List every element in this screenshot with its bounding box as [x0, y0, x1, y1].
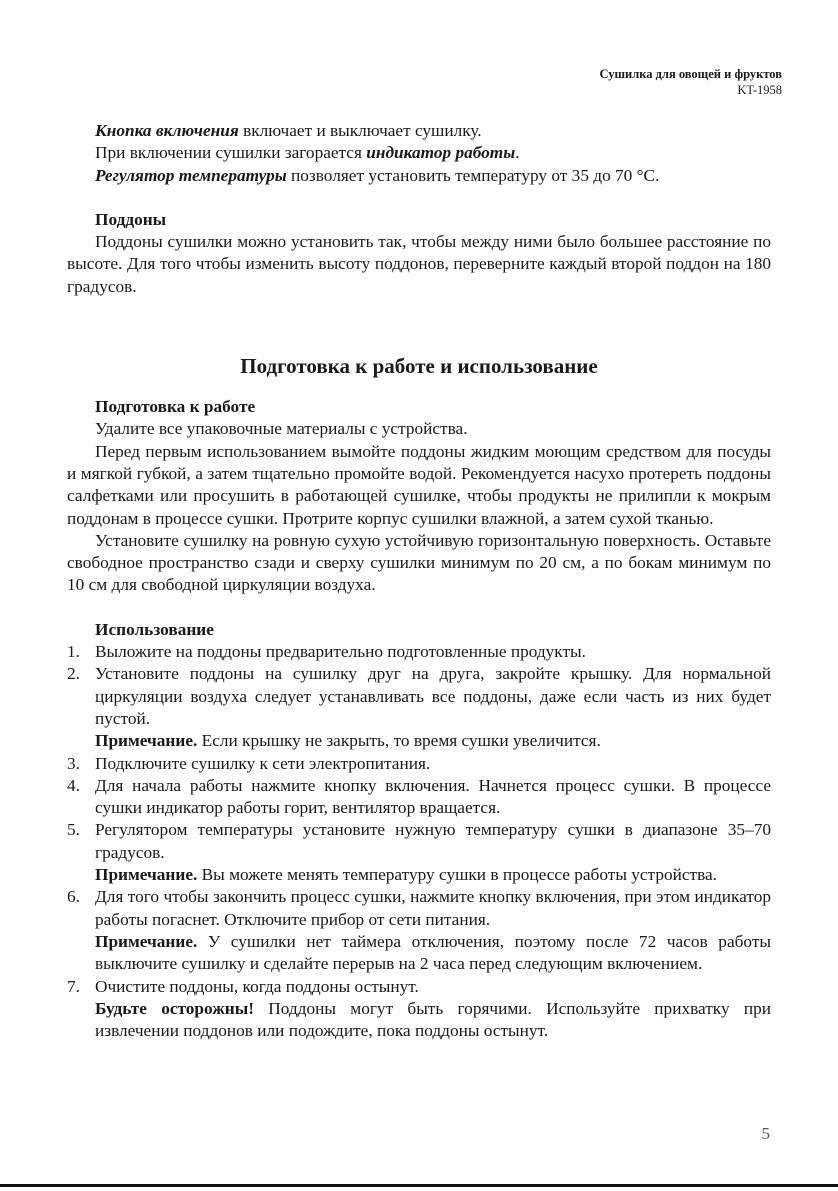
trays-heading: Поддоны	[95, 209, 167, 229]
list-text: Выложите на поддоны предварительно подготовленные продукты.	[95, 642, 586, 662]
list-text: Подключите сушилку к сети электропитания.	[95, 753, 431, 773]
prep-paragraph-3: Установите сушилку на ровную сухую устойчивую горизонтальную поверхность. Оставьте свободное пространство сзади и сверху сушилки минимум по 20 см, а по бокам минимум по 10 см для свободной циркуляции воздуха.	[67, 530, 771, 595]
usage-list	[67, 641, 771, 1042]
prep-heading: Подготовка к работе	[95, 397, 256, 417]
list-number: 4.	[67, 775, 80, 795]
list-text: Для того чтобы закончить процесс сушки, нажмите кнопку включения, при этом индикатор работы погаснет. Отключите прибор от сети питания.	[95, 887, 771, 929]
note-text: У сушилки нет таймера отключения, поэтому после 72 часов работы выключите сушилку и сделайте перерыв на 2 часа перед следующим включением.	[95, 931, 771, 974]
intro-text-2: При включении сушилки загорается	[95, 143, 367, 163]
header-product-name: Сушилка для овощей и фруктов	[599, 67, 782, 81]
list-text: Для начала работы нажмите кнопку включения. Начнется процесс сушки. В процессе сушки индикатор работы горит, вентилятор вращается.	[95, 775, 771, 818]
list-number: 6.	[67, 887, 80, 907]
page-header	[599, 66, 782, 98]
intro-text-1: включает и выключает сушилку.	[238, 121, 482, 140]
note-text: Если крышку не закрыть, то время сушки увеличится.	[197, 731, 601, 751]
intro-text-3: позволяет установить температуру от 35 до 70 °C.	[286, 165, 660, 185]
list-item	[67, 641, 771, 663]
intro-paragraph-1	[67, 120, 771, 142]
list-item	[67, 775, 771, 820]
trays-paragraph: Поддоны сушилки можно установить так, чтобы между ними было большее расстояние по высоте. Для того чтобы изменить высоту поддонов, переверните каждый второй поддон на 180 градусов.	[67, 232, 771, 296]
prep-paragraph-2: Перед первым использованием вымойте поддоны жидким моющим средством для посуды и мягкой губкой, а затем тщательно промойте водой. Рекомендуется насухо протереть поддоны салфетками или просушить в работающей сушилке, чтобы продукты не прилипли к мокрым поддонам в процессе сушки. Протрите корпус сушилки влажной, а затем сухой тканью.	[67, 441, 771, 528]
list-text: Очистите поддоны, когда поддоны остынут.	[95, 976, 419, 996]
note-label: Примечание.	[95, 731, 198, 751]
intro-paragraph-3	[67, 165, 771, 187]
caution-text: Поддоны могут быть горячими. Используйте прихватку при извлечении поддонов или подождите, пока поддоны остынут.	[95, 998, 772, 1041]
list-number: 2.	[67, 664, 80, 684]
note-item-5	[67, 864, 771, 886]
note-text: Вы можете менять температуру сушки в процессе работы устройства.	[197, 865, 717, 885]
page-number: 5	[761, 1124, 770, 1143]
list-item	[67, 663, 771, 730]
intro-text-2-end: .	[515, 143, 520, 163]
term-power-button: Кнопка включения	[95, 121, 239, 140]
prep-paragraph-1: Удалите все упаковочные материалы с устройства.	[95, 419, 468, 439]
note-label: Примечание.	[95, 865, 198, 885]
list-item	[67, 819, 771, 864]
list-item	[67, 976, 771, 998]
list-item	[67, 753, 771, 775]
list-text: Установите поддоны на сушилку друг на друга, закройте крышку. Для нормальной циркуляции воздуха следует устанавливать все поддоны, даже если часть из них будет пустой.	[95, 664, 771, 728]
intro-paragraph-2	[67, 142, 771, 164]
note-label: Примечание.	[95, 931, 198, 951]
list-number: 1.	[67, 642, 80, 662]
term-thermostat: Регулятор температуры	[95, 165, 287, 185]
usage-heading: Использование	[95, 619, 214, 639]
header-model: KT-1958	[737, 83, 782, 97]
list-number: 7.	[67, 976, 80, 996]
list-text: Регулятором температуры установите нужную температуру сушки в диапазоне 35–70 градусов.	[95, 820, 771, 862]
page-content	[67, 120, 771, 1042]
list-number: 5.	[67, 820, 80, 840]
note-item-6	[67, 931, 771, 976]
caution-label: Будьте осторожны!	[95, 998, 254, 1018]
term-indicator: индикатор работы	[366, 143, 516, 163]
caution-item	[67, 998, 771, 1043]
note-item-2	[67, 730, 771, 752]
bottom-divider	[0, 1184, 838, 1187]
section-title: Подготовка к работе и использование	[240, 354, 598, 379]
list-item	[67, 886, 771, 931]
list-number: 3.	[67, 753, 80, 773]
